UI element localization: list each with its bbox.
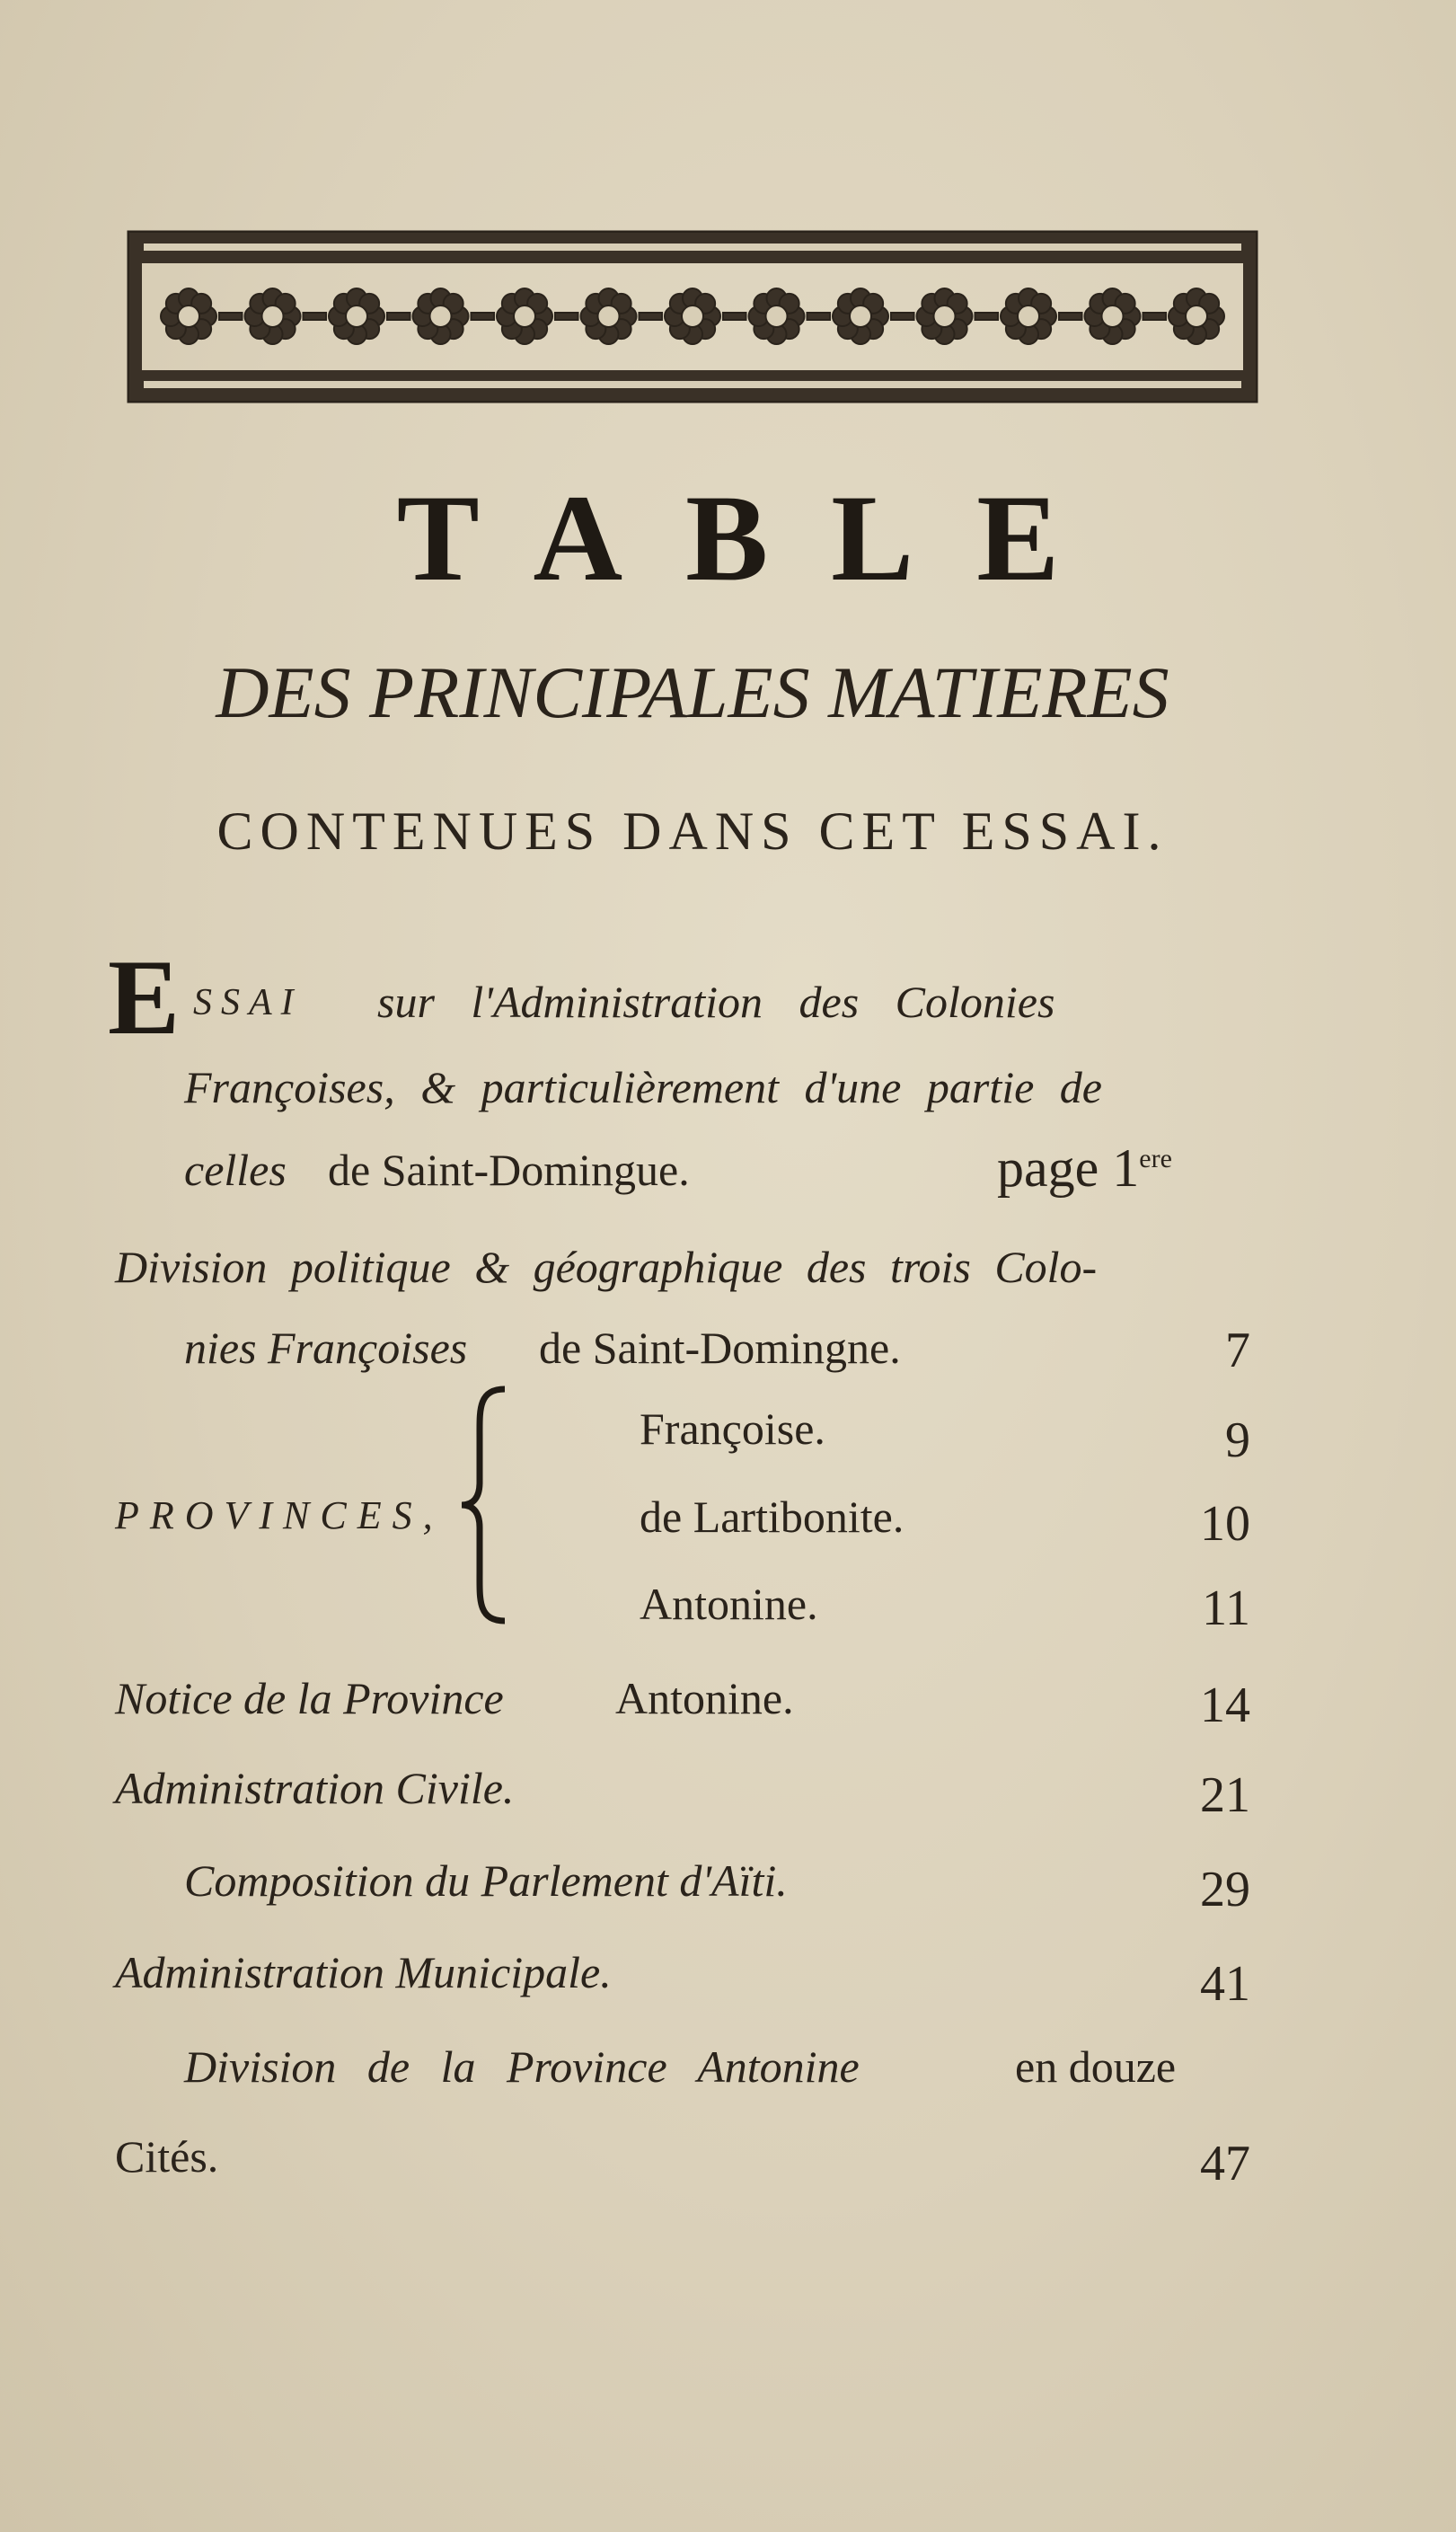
- entry-6-page: 41: [1200, 1956, 1250, 2012]
- entry-1-line-2: Françoises, & particulièrement d'une partie de: [184, 1062, 1102, 1112]
- province-3-name: Antonine.: [640, 1579, 818, 1629]
- province-1-page: 9: [1225, 1412, 1250, 1468]
- ornament-border: [126, 229, 1259, 404]
- rosette-ornament: [665, 288, 746, 344]
- entry-5-text: Composition du Parlement d'Aïti.: [184, 1855, 788, 1906]
- entry-7-line-1-roman: en douze: [1015, 2041, 1177, 2092]
- rosette-ornament: [749, 288, 831, 344]
- entry-7-line-1-italic: Division de la Province Antonine: [184, 2041, 860, 2092]
- rosette-ornament: [1085, 288, 1167, 344]
- entry-1-line-1b: sur l'Administration des Colonies: [377, 977, 1055, 1027]
- entry-2-page: 7: [1225, 1323, 1250, 1378]
- page-number: 1: [1112, 1138, 1140, 1198]
- rosette-ornament: [329, 288, 410, 344]
- rosette-ornament: [245, 288, 327, 344]
- page-superscript: ere: [1139, 1144, 1172, 1173]
- entry-1-page: [997, 1138, 1172, 1198]
- entry-4-text: Administration Civile.: [115, 1763, 515, 1813]
- entry-3-text-italic: Notice de la Province: [115, 1673, 504, 1723]
- province-2-name: de Lartibonite.: [640, 1492, 904, 1542]
- rosette-ornament: [833, 288, 914, 344]
- brace-symbol: [458, 1384, 512, 1626]
- entry-1-line-1a: SSAI: [193, 982, 303, 1023]
- province-1-name: Françoise.: [640, 1403, 825, 1454]
- entry-1-line-3b: de Saint-Domingue.: [328, 1145, 690, 1195]
- entry-7-page: 47: [1200, 2136, 1250, 2191]
- rosette-ornament: [161, 288, 243, 344]
- entry-7-line-2: Cités.: [115, 2131, 219, 2182]
- rosette-ornament: [917, 288, 999, 344]
- rosette-ornament: [1001, 288, 1082, 344]
- page-label: page: [997, 1138, 1099, 1198]
- page-subtitle-secondary: CONTENUES DANS CET ESSAI.: [216, 801, 1169, 861]
- rosette-ornament: [1169, 288, 1224, 344]
- entry-2-line-2a: nies Françoises: [184, 1323, 468, 1373]
- entry-6-text: Administration Municipale.: [115, 1947, 612, 1997]
- entry-2-line-1: Division politique & géographique des trois Colo-: [115, 1242, 1098, 1292]
- entry-1-line-3a: celles: [184, 1145, 287, 1195]
- provinces-label: PROVINCES,: [115, 1493, 444, 1537]
- rosette-ornament: [581, 288, 663, 344]
- page-title: TABLE: [396, 469, 1123, 606]
- entry-3-text-roman: Antonine.: [615, 1673, 794, 1723]
- drop-cap: E: [108, 937, 181, 1057]
- province-3-page: 11: [1202, 1580, 1250, 1636]
- entry-5-page: 29: [1200, 1862, 1250, 1917]
- entry-2-line-2b: de Saint-Domingne.: [539, 1323, 901, 1373]
- page-subtitle: DES PRINCIPALES MATIERES: [216, 651, 1169, 733]
- rosette-ornament: [497, 288, 578, 344]
- province-2-page: 10: [1200, 1496, 1250, 1552]
- entry-4-page: 21: [1200, 1767, 1250, 1823]
- entry-3-page: 14: [1200, 1678, 1250, 1733]
- rosette-ornament: [413, 288, 495, 344]
